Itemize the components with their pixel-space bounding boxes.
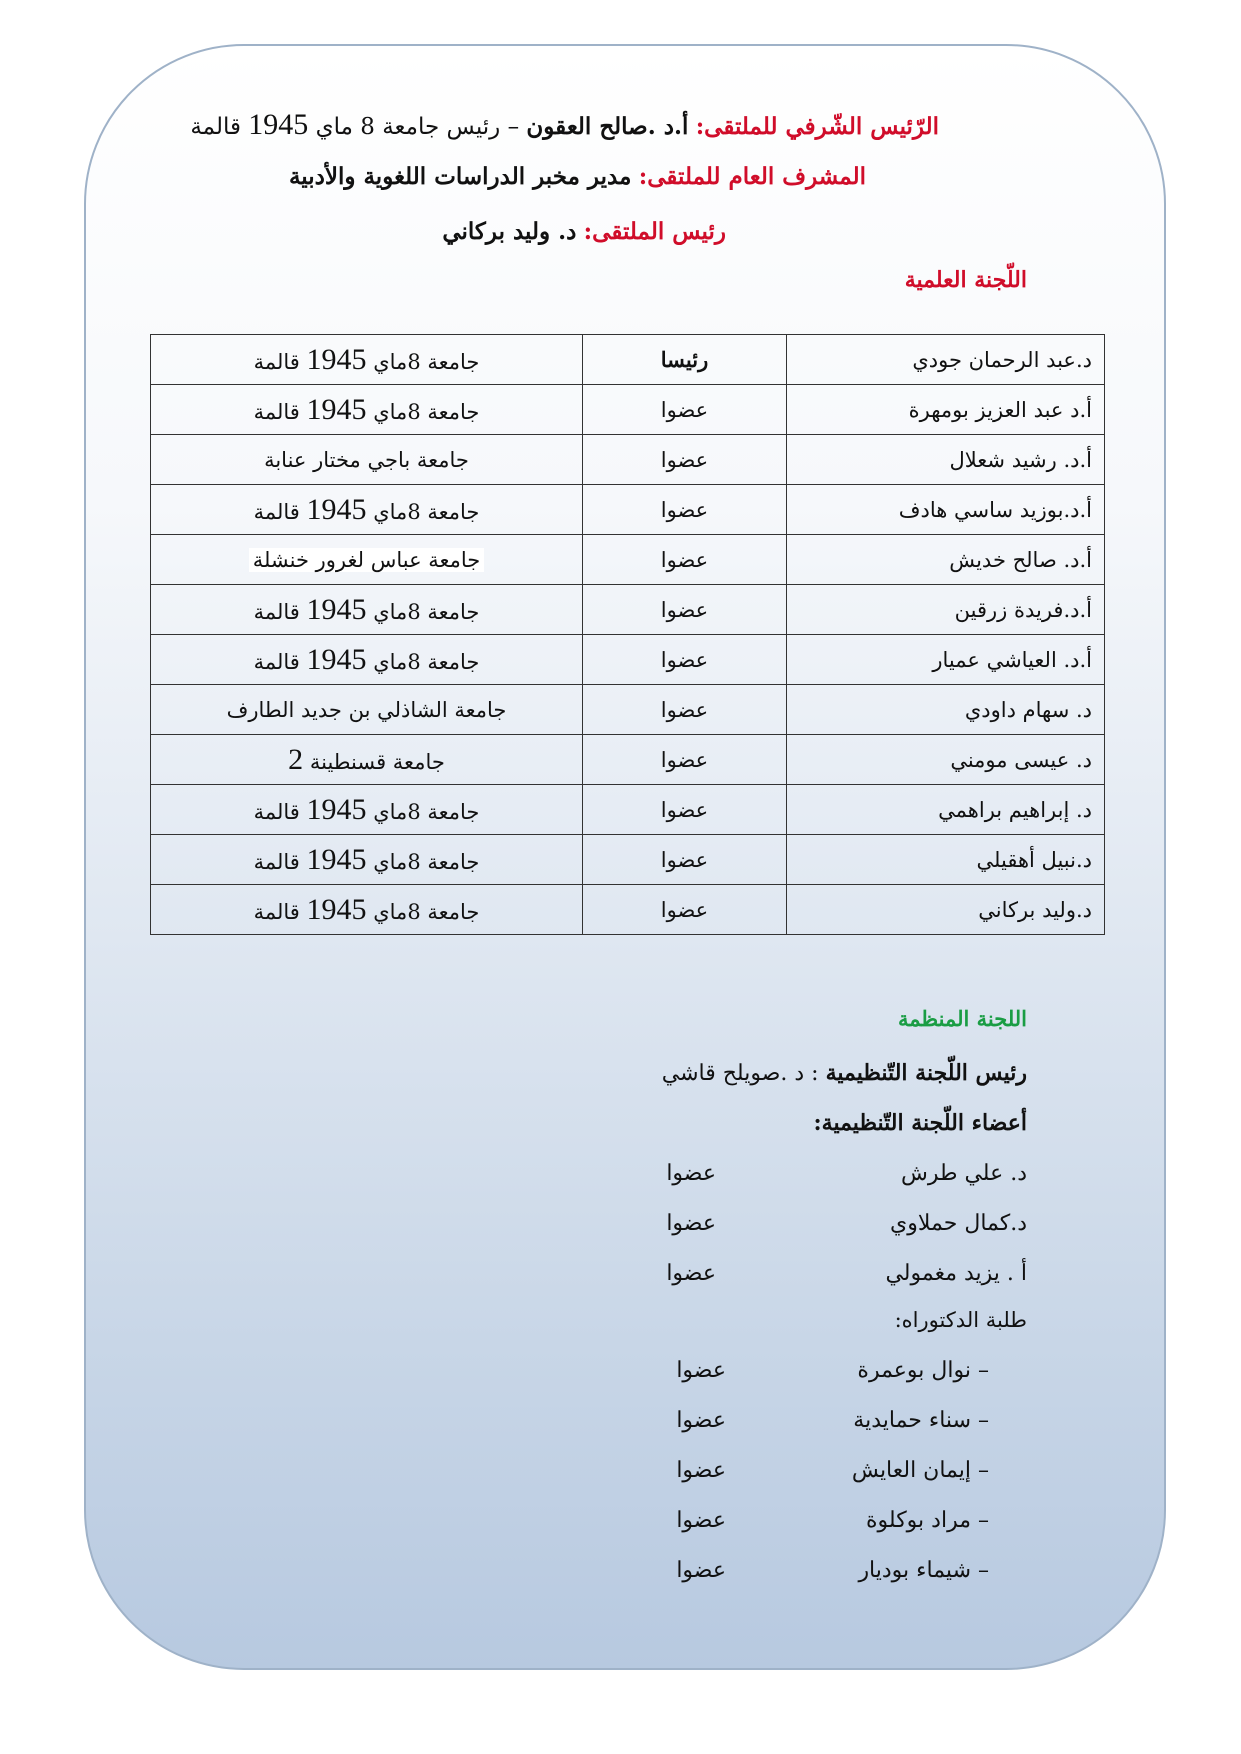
university-name: جامعة عباس لغرور خنشلة [249,548,485,572]
member-university-cell [151,485,583,535]
university-name: جامعة 8ماي [373,649,480,674]
member-university-cell [151,635,583,685]
member-name-cell: أ.د. العياشي عميار [787,635,1105,685]
honorary-year: 1945 [248,108,309,141]
organizing-members-label: أعضاء اللّجنة التّنظيمية: [813,1110,1027,1136]
honorary-president-label: الرّئيس الشّرفي للملتقى: [695,113,939,140]
honorary-president-line [190,108,939,142]
table-row [151,535,1105,585]
member-role: عضوا [676,1358,726,1383]
table-row [151,735,1105,785]
table-row [151,585,1105,635]
university-number: 1945 [306,592,367,626]
member-role: عضوا [676,1458,726,1483]
table-row [151,635,1105,685]
table-row [151,335,1105,385]
member-role: عضوا [676,1508,726,1533]
member-name-cell: أ.د عبد العزيز بومهرة [787,385,1105,435]
table-row [151,485,1105,535]
university-city: قالمة [253,349,300,374]
honorary-title: رئيس جامعة 8 ماي [315,114,501,140]
university-name: جامعة 8ماي [373,899,480,924]
member-university-cell [151,735,583,785]
university-number: 1945 [306,642,367,676]
university-number: 2 [288,742,304,776]
member-name-cell: د.عبد الرحمان جودي [787,335,1105,385]
university-city: قالمة [253,899,300,924]
member-name: – نوال بوعمرة [857,1358,989,1383]
member-university-cell [151,685,583,735]
table-row [151,435,1105,485]
member-university-cell [151,585,583,635]
member-role: عضوا [666,1161,716,1186]
member-university-cell [151,835,583,885]
table-row [151,685,1105,735]
member-role-cell: رئيسا [583,335,787,385]
university-number: 1945 [306,892,367,926]
member-university-cell [151,885,583,935]
member-university-cell [151,785,583,835]
member-role-cell: عضوا [583,435,787,485]
member-university-cell [151,535,583,585]
organizing-committee-title: اللجنة المنظمة [898,1006,1027,1031]
member-role-cell: عضوا [583,485,787,535]
organizing-head-value: : د .صويلح قاشي [661,1061,819,1086]
organizing-head-label: رئيس اللّجنة التّنظيمية [825,1060,1027,1086]
member-name-cell: د. سهام داودي [787,685,1105,735]
university-name: جامعة 8ماي [373,349,480,374]
university-name: جامعة 8ماي [373,499,480,524]
university-city: قالمة [253,599,300,624]
university-name: جامعة باجي مختار عنابة [264,447,469,472]
member-role: عضوا [666,1261,716,1286]
member-university-cell [151,335,583,385]
member-name: – سناء حمايدية [853,1408,989,1433]
member-role-cell: عضوا [583,585,787,635]
university-number: 1945 [306,792,367,826]
member-name: أ . يزيد مغمولي [885,1261,1027,1286]
member-name-cell: د.وليد بركاني [787,885,1105,935]
conference-president-line [442,218,726,245]
honorary-city: قالمة [190,114,241,140]
member-role-cell: عضوا [583,785,787,835]
member-university-cell [151,435,583,485]
scientific-committee-title: اللّجنة العلمية [904,267,1027,293]
university-name: جامعة 8ماي [373,599,480,624]
doctoral-students-label: طلبة الدكتوراه: [894,1308,1027,1332]
general-supervisor-line [289,163,866,190]
member-role-cell: عضوا [583,885,787,935]
university-name: جامعة 8ماي [373,849,480,874]
member-name: د.كمال حملاوي [890,1211,1027,1236]
university-number: 1945 [306,342,367,376]
table-row [151,385,1105,435]
university-city: قالمة [253,399,300,424]
table-row [151,885,1105,935]
member-name: د. علي طرش [900,1161,1027,1186]
university-name: جامعة الشاذلي بن جديد الطارف [226,697,507,722]
member-role: عضوا [676,1558,726,1583]
member-name-cell: د. إبراهيم براهمي [787,785,1105,835]
honorary-president-name: أ.د .صالح العقون [526,113,689,140]
member-role-cell: عضوا [583,535,787,585]
university-name: جامعة 8ماي [373,799,480,824]
university-number: 1945 [306,392,367,426]
member-role-cell: عضوا [583,685,787,735]
university-city: قالمة [253,799,300,824]
conference-president-label: رئيس الملتقى: [583,218,726,245]
member-university-cell [151,385,583,435]
member-role-cell: عضوا [583,635,787,685]
member-role: عضوا [666,1211,716,1236]
member-name-cell: أ.د.فريدة زرقين [787,585,1105,635]
general-supervisor-value: مدير مخبر الدراسات اللغوية والأدبية [288,163,632,190]
member-name-cell: د. عيسى مومني [787,735,1105,785]
member-role: عضوا [676,1408,726,1433]
table-row [151,835,1105,885]
member-name: – شيماء بوديار [858,1558,989,1583]
university-name: جامعة 8ماي [373,399,480,424]
university-city: قالمة [253,499,300,524]
university-city: قالمة [253,849,300,874]
scientific-committee-table [150,334,1105,935]
member-role-cell: عضوا [583,735,787,785]
member-name-cell: أ.د. رشيد شعلال [787,435,1105,485]
member-name: – مراد بوكلوة [866,1508,989,1533]
member-name-cell: أ.د.بوزيد ساسي هادف [787,485,1105,535]
member-name-cell: د.نبيل أهقيلي [787,835,1105,885]
organizing-head-line [662,1060,1027,1086]
member-name-cell: أ.د. صالح خديش [787,535,1105,585]
university-city: قالمة [253,649,300,674]
table-row [151,785,1105,835]
university-name: جامعة قسنطينة [309,749,445,774]
member-role-cell: عضوا [583,385,787,435]
member-name: – إيمان العايش [851,1458,989,1483]
conference-president-value: د. وليد بركاني [442,218,577,245]
member-role-cell: عضوا [583,835,787,885]
general-supervisor-label: المشرف العام للملتقى: [638,163,866,190]
university-number: 1945 [306,492,367,526]
university-number: 1945 [306,842,367,876]
honorary-dash: – [507,114,520,140]
